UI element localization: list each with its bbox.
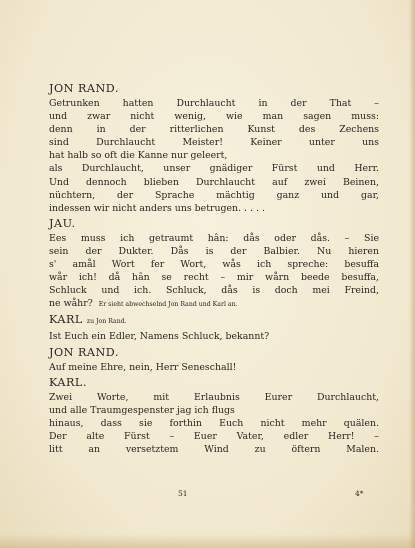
speaker-name: JON RAND. — [49, 345, 119, 359]
page-footer — [0, 489, 415, 501]
page-number: 51 — [178, 489, 188, 498]
verse-line: nüchtern, der Sprache mächtig ganz und gar, — [49, 189, 379, 201]
verse-line: indessen wir nicht anders uns betrugen. . . . . — [49, 202, 265, 214]
verse-line: sind Durchlaucht Meister! Keiner unter uns — [49, 137, 379, 149]
verse-line: Der alte Fürst – Euer Vater, edler Herr! – — [49, 430, 379, 442]
speaker-heading — [49, 313, 379, 329]
verse-line: und alle Traumgespenster jag ich flugs — [49, 404, 235, 416]
prose-line: wår ich! då hân se recht – mir wårn beede besuffa, — [49, 272, 379, 284]
verse-line: Getrunken hatten Durchlaucht in der That – — [49, 98, 379, 109]
prose-line: Ees muss ich getraumt hân: dås oder dås. – Sie — [49, 232, 379, 244]
prose-line: sein der Dukter. Dås is der Balbier. Nu hieren — [49, 245, 379, 257]
prose-line — [49, 297, 379, 311]
verse-line: Und dennoch blieben Durchlaucht auf zwei Beinen, — [49, 176, 379, 188]
page-edge-shadow-right — [409, 0, 415, 548]
verse-line: denn in der ritterlichen Kunst des Zechens — [49, 124, 379, 136]
speaker-name: KARL — [49, 313, 83, 327]
speaker-name: JON RAND. — [49, 82, 119, 95]
page-edge-shadow-bottom — [0, 534, 415, 548]
verse-line: Auf meine Ehre, nein, Herr Seneschall! — [49, 361, 237, 373]
prose-line: Schluck und ich. Schluck, dås is doch mei Freind, — [49, 285, 379, 297]
speaker-name: JAU. — [49, 216, 76, 230]
signature-mark: 4* — [355, 489, 364, 498]
verse-line: Zwei Worte, mit Erlaubnis Eurer Durchlaucht, — [49, 391, 379, 403]
prose-line: s' amål Wort fer Wort, wås ich spreche: besuffa — [49, 259, 379, 271]
verse-line: als Durchlaucht, unser gnädiger Fürst und Herr. — [49, 163, 379, 175]
prose-line-text: ne wåhr? — [49, 298, 93, 310]
verse-line: und zwar nicht wenig, wie man sagen muss: — [49, 111, 379, 123]
verse-line: hat halb so oft die Kanne nur geleert, — [49, 150, 228, 162]
play-text — [49, 82, 379, 456]
stage-direction: Er sieht abwechselnd Jon Rand und Karl an. — [98, 301, 238, 309]
speaker-name: KARL. — [49, 375, 87, 389]
speaker-note: zu Jon Rand. — [86, 318, 127, 326]
verse-line: Ist Euch ein Edler, Namens Schluck, bekannt? — [49, 331, 270, 343]
verse-line: hinaus, dass sie forthin Euch nicht mehr quälen. — [49, 417, 379, 429]
verse-line: litt an versetztem Wind zu öftern Malen. — [49, 443, 379, 455]
